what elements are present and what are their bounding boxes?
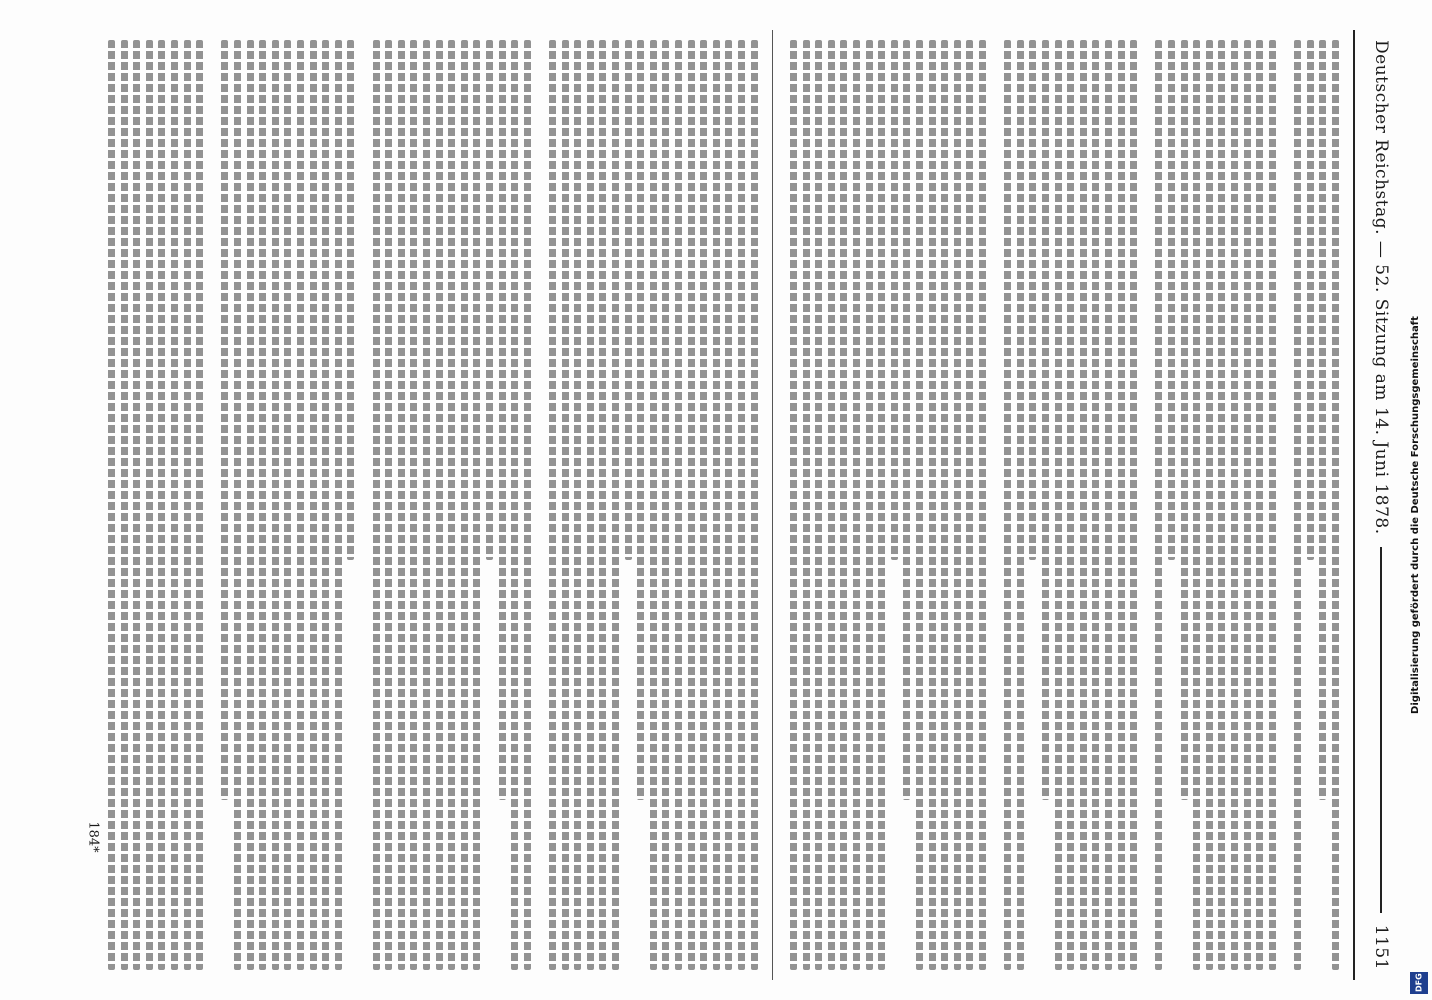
text-line — [335, 40, 342, 970]
text-line — [1092, 40, 1099, 970]
text-line — [828, 40, 835, 970]
text-line — [146, 40, 153, 970]
text-line — [713, 40, 720, 970]
left-column — [108, 40, 762, 970]
right-column — [790, 40, 1342, 970]
text-line — [1294, 40, 1301, 970]
text-line — [878, 40, 885, 970]
column-divider — [772, 30, 773, 980]
text-line — [284, 40, 291, 970]
header-title: Deutscher Reichstag. — 52. Sitzung am 14. Juni 1878. — [1371, 40, 1391, 535]
text-line — [133, 40, 140, 970]
text-line — [929, 40, 936, 970]
text-line — [1080, 40, 1087, 970]
text-line — [790, 40, 797, 970]
text-line — [461, 40, 468, 970]
text-line — [1319, 40, 1326, 800]
text-line — [448, 40, 455, 970]
text-line — [486, 40, 493, 560]
text-line — [1206, 40, 1213, 970]
text-line — [562, 40, 569, 970]
text-line — [1067, 40, 1074, 970]
header-rule — [1353, 30, 1355, 980]
text-line — [410, 40, 417, 970]
text-line — [1055, 40, 1062, 970]
text-line — [259, 40, 266, 970]
text-line — [1118, 40, 1125, 970]
text-line — [385, 40, 392, 970]
text-line — [524, 40, 531, 970]
text-line — [1181, 40, 1188, 800]
text-line — [903, 40, 910, 800]
text-line — [1269, 40, 1276, 970]
text-line — [738, 40, 745, 970]
text-line — [1218, 40, 1225, 970]
running-header — [1366, 40, 1396, 970]
text-line — [612, 40, 619, 970]
text-line — [1029, 40, 1036, 560]
text-line — [675, 40, 682, 970]
text-line — [662, 40, 669, 970]
page-signature: 184* — [85, 821, 101, 853]
text-line — [625, 40, 632, 560]
text-line — [184, 40, 191, 970]
text-line — [1168, 40, 1175, 560]
text-line — [725, 40, 732, 970]
text-line — [1193, 40, 1200, 970]
text-line — [599, 40, 606, 970]
text-line — [700, 40, 707, 970]
text-line — [310, 40, 317, 970]
text-line — [803, 40, 810, 970]
dfg-logo: DFG — [1410, 972, 1428, 994]
text-line — [1244, 40, 1251, 970]
text-line — [549, 40, 556, 970]
text-line — [916, 40, 923, 970]
text-line — [1004, 40, 1011, 970]
text-line — [966, 40, 973, 970]
text-line — [574, 40, 581, 970]
text-line — [473, 40, 480, 970]
text-line — [1256, 40, 1263, 970]
text-line — [221, 40, 228, 800]
text-line — [954, 40, 961, 970]
text-line — [121, 40, 128, 970]
text-line — [1307, 40, 1314, 560]
text-line — [751, 40, 758, 970]
text-line — [815, 40, 822, 970]
text-line — [891, 40, 898, 560]
text-line — [499, 40, 506, 800]
text-line — [1017, 40, 1024, 970]
text-line — [272, 40, 279, 970]
text-line — [511, 40, 518, 970]
text-line — [1105, 40, 1112, 970]
text-line — [853, 40, 860, 970]
text-line — [587, 40, 594, 970]
text-line — [866, 40, 873, 970]
text-line — [234, 40, 241, 970]
text-line — [941, 40, 948, 970]
text-line — [1130, 40, 1137, 970]
text-line — [423, 40, 430, 970]
text-line — [247, 40, 254, 970]
text-line — [373, 40, 380, 970]
text-line — [979, 40, 986, 970]
text-line — [1042, 40, 1049, 800]
text-line — [436, 40, 443, 970]
text-line — [108, 40, 115, 970]
text-line — [158, 40, 165, 970]
text-line — [840, 40, 847, 970]
text-line — [398, 40, 405, 970]
text-line — [1231, 40, 1238, 970]
text-line — [171, 40, 178, 970]
text-line — [297, 40, 304, 970]
text-line — [1155, 40, 1162, 970]
text-line — [1332, 40, 1339, 970]
text-line — [688, 40, 695, 970]
text-line — [347, 40, 354, 560]
text-line — [196, 40, 203, 970]
digitization-credit: Digitalisierung gefördert durch die Deutsche Forschungsgemeinschaft — [1410, 316, 1421, 714]
text-line — [637, 40, 644, 800]
page-number: 1151 — [1371, 924, 1391, 970]
text-line — [650, 40, 657, 970]
text-line — [322, 40, 329, 970]
